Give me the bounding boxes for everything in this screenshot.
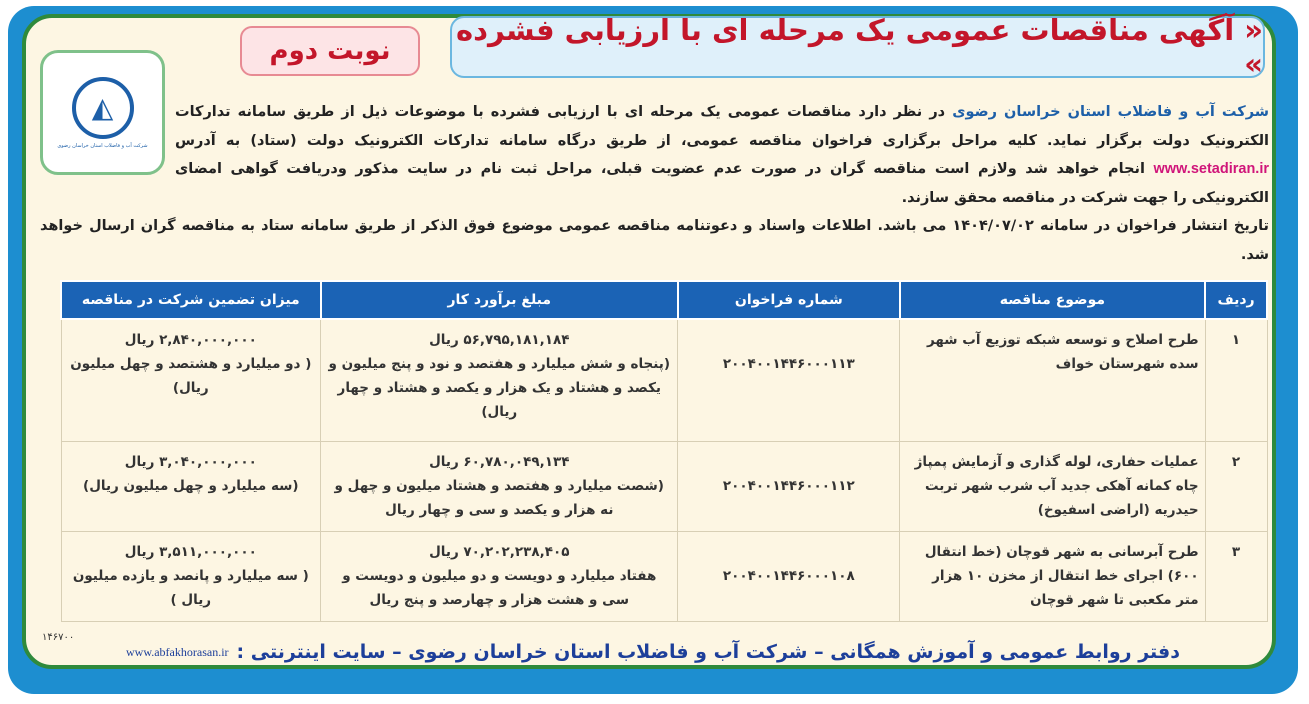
- header-estimate: مبلغ برآورد کار: [321, 281, 678, 319]
- estimate-words: (پنجاه و شش میلیارد و هفتصد و نود و پنج میلیون و یکصد و هشتاد و یک هزار و یکصد و هشتاد و چهار ریال): [328, 356, 671, 420]
- estimate-value: ۷۰,۲۰۲,۲۳۸,۴۰۵ ریال: [429, 543, 570, 560]
- intro-text-2: انجام خواهد شد ولازم است مناقصه گران در صورت عدم عضویت قبلی، مراحل ثبت نام در سایت مذکور ودریافت گواهی امضای الکترونیکی را جهت شرکت در مناقصه محقق سازند.: [175, 161, 1269, 206]
- intro-paragraph: [175, 98, 1269, 212]
- tender-table: [60, 280, 1268, 622]
- row-number: ۲۰۰۴۰۰۱۴۴۶۰۰۰۱۱۲: [678, 441, 900, 531]
- row-no: ۲: [1205, 441, 1267, 531]
- row-estimate: [321, 319, 678, 441]
- header-row-no: ردیف: [1205, 281, 1267, 319]
- company-name: شرکت آب و فاضلاب استان خراسان رضوی: [952, 104, 1269, 120]
- guarantee-value: ۳,۰۴۰,۰۰۰,۰۰۰ ریال: [124, 453, 257, 470]
- guarantee-value: ۲,۸۴۰,۰۰۰,۰۰۰ ریال: [124, 332, 257, 348]
- header-guarantee: میزان تضمین شرکت در مناقصه: [61, 281, 321, 319]
- footer: [40, 635, 1240, 669]
- row-guarantee: [61, 441, 321, 531]
- company-logo: [40, 50, 165, 175]
- row-subject: عملیات حفاری، لوله گذاری و آزمایش پمپاژ چاه کمانه آهکی جدید آب شرب شهر تربت حیدریه (اراضی اسفیوخ): [900, 441, 1205, 531]
- row-no: ۳: [1205, 531, 1267, 621]
- intro-text-1: در نظر دارد مناقصات عمومی یک مرحله ای با ارزیابی فشرده با موضوعات ذیل از طریق سامانه تدارکات الکترونیک دولت برگزار نماید. کلیه مراحل برگزاری فراخوان مناقصه عمومی، از طریق درگاه سامانه تدارکات الکترونیک دولت (ستاد) به آدرس: [175, 104, 1269, 149]
- water-drop-icon: ◭: [72, 77, 134, 139]
- guarantee-words: ( دو میلیارد و هشتصد و چهل میلیون ریال): [70, 356, 312, 396]
- table-row: [61, 319, 1267, 441]
- row-number: ۲۰۰۴۰۰۱۴۴۶۰۰۰۱۱۳: [678, 319, 900, 441]
- row-number: ۲۰۰۴۰۰۱۴۴۶۰۰۰۱۰۸: [678, 531, 900, 621]
- estimate-words: (شصت میلیارد و هفتصد و هشتاد میلیون و چهل و نه هزار و یکصد و سی و چهار ریال: [334, 477, 664, 518]
- ad-title: « آگهی مناقصات عمومی یک مرحله ای با ارزیابی فشرده »: [450, 16, 1265, 78]
- header-number: شماره فراخوان: [678, 281, 900, 319]
- footer-website-link[interactable]: www.abfakhorasan.ir: [126, 644, 229, 659]
- row-estimate: [321, 531, 678, 621]
- row-guarantee: [61, 531, 321, 621]
- table-row: [61, 441, 1267, 531]
- logo-caption: شرکت آب و فاضلاب استان خراسان رضوی: [57, 142, 148, 149]
- estimate-value: ۵۶,۷۹۵,۱۸۱,۱۸۴ ریال: [429, 332, 570, 348]
- row-no: ۱: [1205, 319, 1267, 441]
- guarantee-words: (سه میلیارد و چهل میلیون ریال): [83, 477, 299, 494]
- row-guarantee: [61, 319, 321, 441]
- row-estimate: [321, 441, 678, 531]
- row-subject: طرح آبرسانی به شهر قوچان (خط انتقال ۶۰۰) اجرای خط انتقال از مخزن ۱۰ هزار متر مکعبی تا شهر قوچان: [900, 531, 1205, 621]
- row-subject: طرح اصلاح و توسعه شبکه توزیع آب شهر سده شهرستان خواف: [900, 319, 1205, 441]
- header-subject: موضوع مناقصه: [900, 281, 1205, 319]
- estimate-value: ۶۰,۷۸۰,۰۴۹,۱۳۴ ریال: [429, 453, 570, 470]
- ad-code: ۱۴۶۷۰۰: [42, 632, 75, 643]
- estimate-words: هفتاد میلیارد و دویست و دو میلیون و دویست و سی و هشت هزار و چهارصد و پنج ریال: [342, 567, 657, 608]
- round-badge: نوبت دوم: [240, 26, 420, 76]
- guarantee-words: ( سه میلیارد و پانصد و یازده میلیون ریال ): [72, 567, 309, 608]
- footer-text: دفتر روابط عمومی و آموزش همگانی – شرکت آب و فاضلاب استان خراسان رضوی – سایت اینترنتی :: [236, 641, 1180, 663]
- guarantee-value: ۳,۵۱۱,۰۰۰,۰۰۰ ریال: [124, 543, 257, 560]
- publish-paragraph: تاریخ انتشار فراخوان در سامانه ۱۴۰۴/۰۷/۰۲ می باشد. اطلاعات واسناد و دعوتنامه مناقصه عمومی موضوع فوق الذکر از طریق سامانه ستاد به مناقصه گران ارسال خواهد شد.: [40, 218, 1269, 263]
- table-row: [61, 531, 1267, 621]
- setad-link[interactable]: www.setadiran.ir: [1153, 161, 1269, 177]
